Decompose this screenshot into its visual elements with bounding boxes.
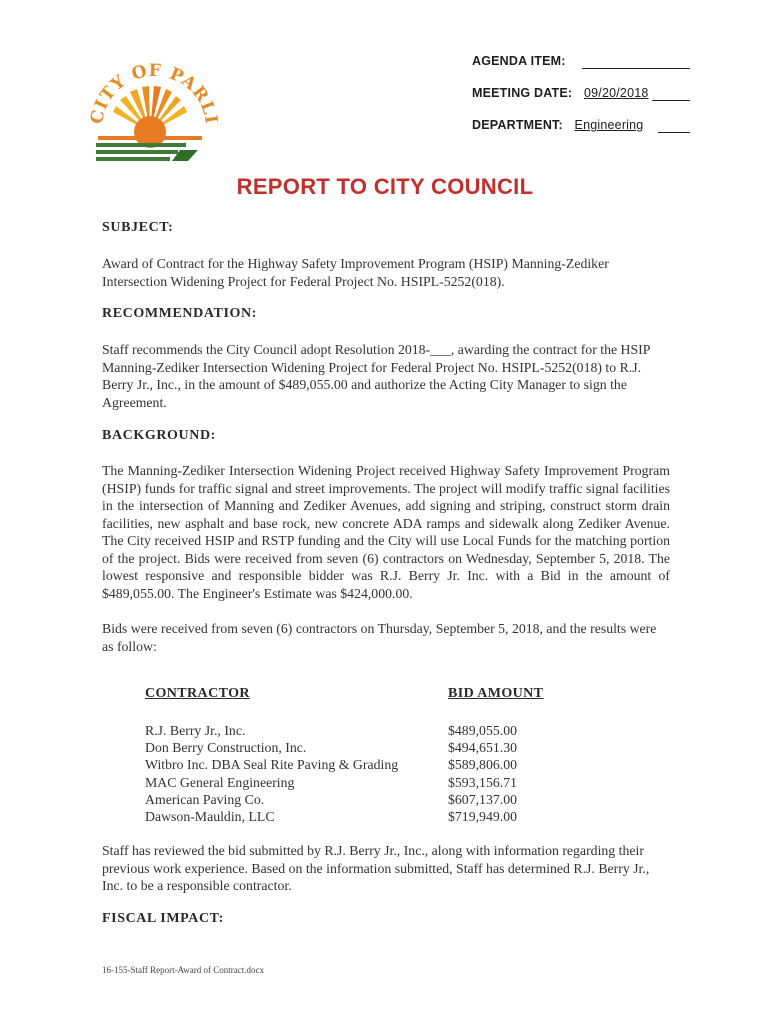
contractor-name: American Paving Co. bbox=[145, 791, 265, 807]
background-text: The Manning-Zediker Intersection Widening Project received Highway Safety Improvement Program (HSIP) funds for traffic signal and street improvements. The project will modify traffic signal facilities in the intersection of Manning and Zediker Avenues, add signing and striping, construct storm drain facilities, new asphalt and base rock, new concrete ADA ramps and sidewalk along Zediker Avenue. The City received HSIP and RSTP funding and the City will use Local Funds for the matching portion of the project. Bids were received from seven (6) contractors on Wednesday, September 5, 2018. The lowest responsive and responsible bidder was R.J. Berry Jr. Inc. with a Bid in the amount of $489,055.00. The Engineer's Estimate was $424,000.00. bbox=[102, 463, 670, 601]
report-title: REPORT TO CITY COUNCIL bbox=[236, 174, 534, 199]
department-label: DEPARTMENT: bbox=[472, 118, 563, 132]
department-field bbox=[472, 118, 643, 132]
meeting-date-label: MEETING DATE: bbox=[472, 86, 573, 100]
contractor-column-header: CONTRACTOR bbox=[145, 686, 250, 701]
meeting-date-line bbox=[652, 100, 690, 101]
bid-amount: $593,156.71 bbox=[448, 774, 517, 790]
contractor-name: Dawson-Mauldin, LLC bbox=[145, 809, 275, 825]
bid-amount-list bbox=[448, 722, 517, 825]
background-heading: BACKGROUND: bbox=[102, 428, 216, 443]
horizon-stripes-icon bbox=[96, 136, 202, 161]
bid-amount: $489,055.00 bbox=[448, 723, 517, 738]
bid-amount: $589,806.00 bbox=[448, 757, 517, 773]
recommendation-heading: RECOMMENDATION: bbox=[102, 306, 257, 321]
fiscal-impact-heading: FISCAL IMPACT: bbox=[102, 911, 224, 926]
department-line bbox=[658, 132, 690, 133]
bids-intro-text: Bids were received from seven (6) contractors on Thursday, September 5, 2018, and the results were as follow: bbox=[102, 621, 657, 654]
city-of-parlier-logo bbox=[80, 50, 220, 168]
bid-amount-column-header: BID AMOUNT bbox=[448, 686, 544, 701]
contractor-name: R.J. Berry Jr., Inc. bbox=[145, 723, 246, 738]
meeting-date-value: 09/20/2018 bbox=[583, 86, 649, 100]
city-seal-icon bbox=[80, 50, 220, 168]
contractor-list bbox=[145, 722, 398, 825]
contractor-name: Witbro Inc. DBA Seal Rite Paving & Grading bbox=[145, 757, 399, 773]
subject-text: Award of Contract for the Highway Safety Improvement Program (HSIP) Manning-Zediker Intersection Widening Project for Federal Project No. HSIPL-5252(018). bbox=[102, 256, 609, 289]
contractor-name: Don Berry Construction, Inc. bbox=[145, 740, 307, 756]
meeting-date-field bbox=[472, 86, 649, 100]
agenda-item-line bbox=[582, 68, 690, 69]
department-value: Engineering bbox=[574, 118, 644, 132]
bid-amount: $719,949.00 bbox=[448, 809, 517, 825]
review-text: Staff has reviewed the bid submitted by R.J. Berry Jr., Inc., along with information regarding their previous work experience. Based on the information submitted, Staff has determined R.J. Berry Jr., Inc. to be a responsible contractor. bbox=[102, 843, 650, 893]
recommendation-text: Staff recommends the City Council adopt Resolution 2018-___, awarding the contract for the HSIP Manning-Zediker Intersection Widening Project for Federal Project No. HSIPL-5252(018) to R.J. Berry Jr., Inc., in the amount of $489,055.00 and authorize the Acting City Manager to sign the Agreement. bbox=[102, 342, 650, 410]
agenda-item-field bbox=[472, 54, 574, 68]
subject-heading: SUBJECT: bbox=[102, 220, 174, 235]
svg-text:CITY OF PARLIER bbox=[80, 50, 220, 126]
bid-amount: $494,651.30 bbox=[448, 740, 517, 756]
logo-arc-text: CITY OF PARLI bbox=[86, 60, 220, 126]
bid-amount: $607,137.00 bbox=[448, 791, 517, 807]
document-filename: 16-155-Staff Report-Award of Contract.docx bbox=[102, 965, 264, 975]
contractor-name: MAC General Engineering bbox=[145, 774, 295, 790]
agenda-item-label: AGENDA ITEM: bbox=[472, 54, 566, 68]
